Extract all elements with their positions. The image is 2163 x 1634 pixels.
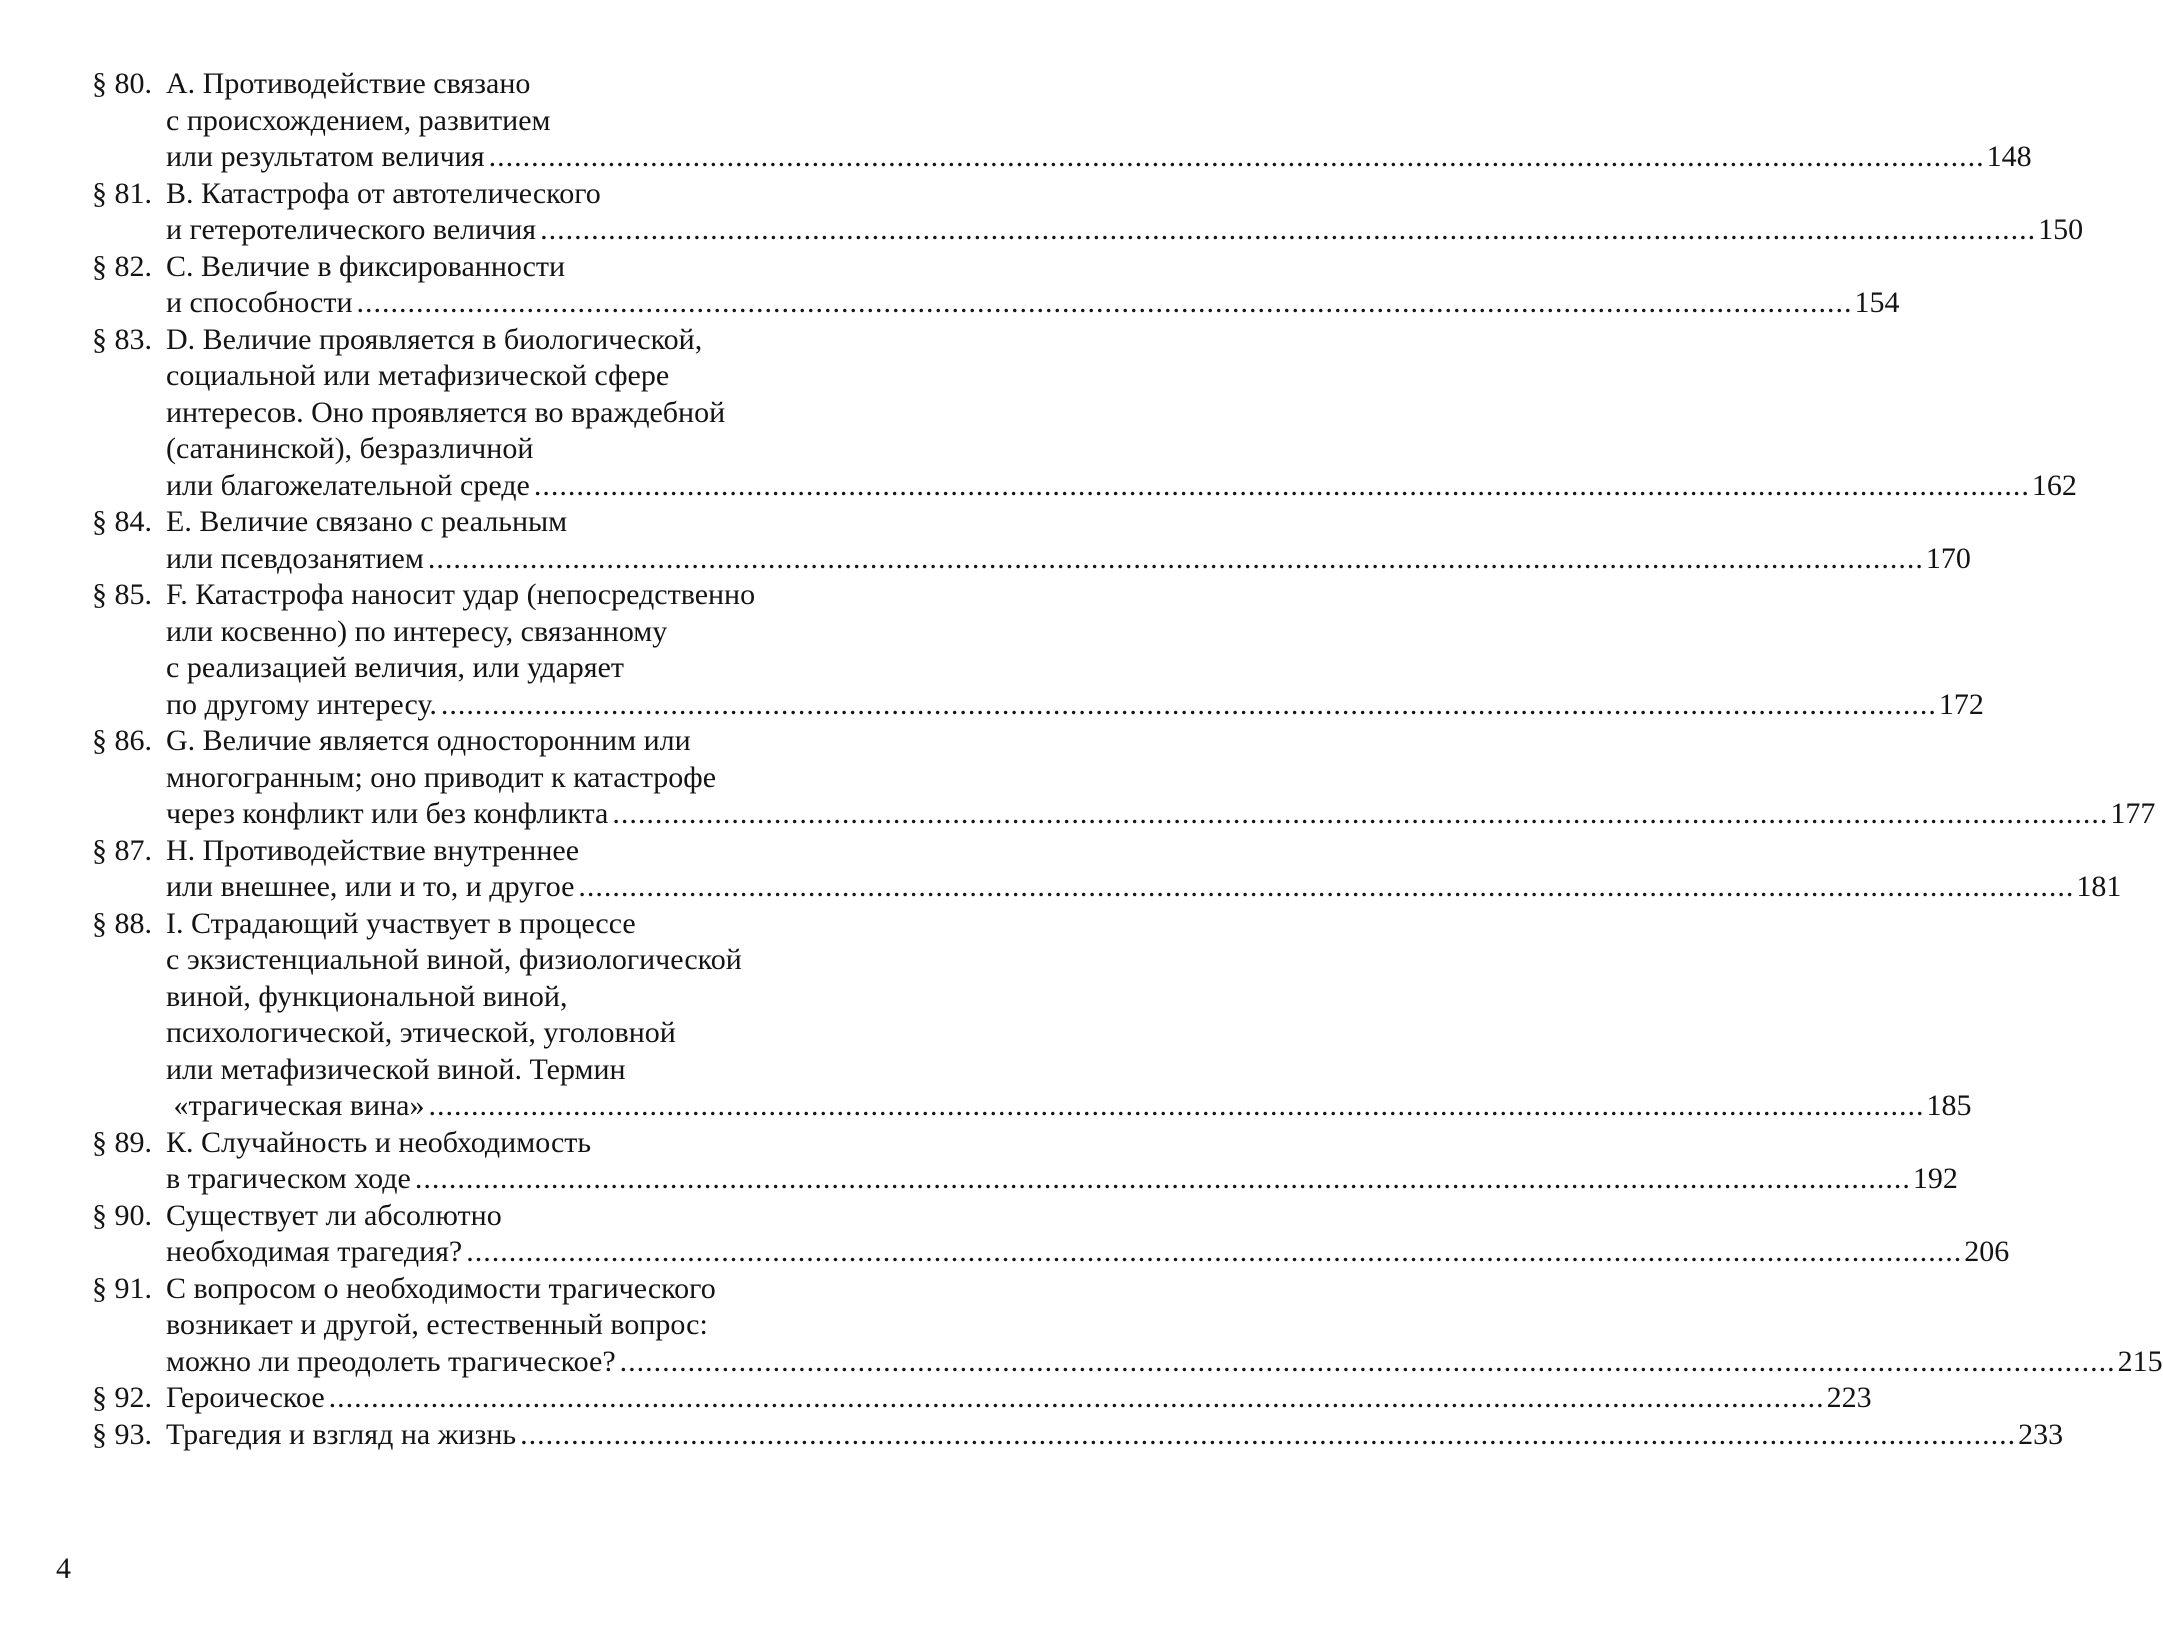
section-page-number: 154 xyxy=(1854,286,1900,319)
toc-entry xyxy=(92,906,1972,1125)
dot-leader xyxy=(620,1344,2116,1381)
section-title-line: интересов. Оно проявляется во враждебной xyxy=(166,395,726,429)
section-title-line: В. Катастрофа от автотелического xyxy=(166,176,601,210)
section-title-line: психологической, этической, уголовной xyxy=(166,1016,676,1049)
section-number: § 88. xyxy=(92,906,152,940)
section-number: § 86. xyxy=(92,724,152,757)
toc-entry xyxy=(92,504,1971,577)
table-of-contents xyxy=(92,66,2163,1453)
dot-leader xyxy=(441,687,1937,724)
section-title-line: многогранным; оно приводит к катастрофе xyxy=(166,760,717,794)
section-title-line: или благожелательной среде xyxy=(166,468,530,502)
section-number: § 92. xyxy=(92,1381,152,1414)
section-title-line: или метафизической виной. Термин xyxy=(166,1052,626,1086)
section-title-line: или псевдозанятием xyxy=(166,541,424,575)
section-page-number: 233 xyxy=(2018,1417,2064,1451)
section-title-line: G. Величие является односторонним или xyxy=(166,724,691,757)
section-page-number: 162 xyxy=(2031,468,2077,502)
section-number: § 81. xyxy=(92,176,152,210)
section-title-line: I. Страдающий участвует в процессе xyxy=(166,906,636,940)
section-page-number: 215 xyxy=(2117,1344,2163,1378)
page-number: 4 xyxy=(56,1552,71,1585)
section-page-number: 177 xyxy=(2110,797,2156,830)
toc-entry xyxy=(92,322,2077,505)
section-number: § 82. xyxy=(92,249,152,283)
section-title-line: Е. Величие связано с реальным xyxy=(166,505,568,538)
section-title-line: с экзистенциальной виной, физиологической xyxy=(166,943,742,976)
section-title-line: по другому интересу. xyxy=(166,687,437,721)
dot-leader xyxy=(540,212,2036,249)
dot-leader xyxy=(489,139,1985,176)
dot-leader xyxy=(428,1088,1924,1125)
section-title-line: Существует ли абсолютно xyxy=(166,1198,502,1232)
dot-leader xyxy=(415,1161,1911,1198)
section-title-line: Трагедия и взгляд на жизнь xyxy=(166,1417,517,1451)
section-title-line: в трагическом ходе xyxy=(166,1162,411,1195)
section-title-line: и способности xyxy=(166,286,353,319)
dot-leader xyxy=(329,1380,1825,1417)
section-title-line: А. Противодействие связано xyxy=(166,67,531,100)
section-title-line: К. Случайность и необходимость xyxy=(166,1125,592,1159)
section-title-line: или результатом величия xyxy=(166,140,485,173)
toc-entry xyxy=(92,1417,2064,1454)
dot-leader xyxy=(428,541,1924,578)
section-title-line: С вопросом о необходимости трагического xyxy=(166,1271,716,1305)
section-title-line: или внешнее, или и то, и другое xyxy=(166,870,575,903)
toc-entry xyxy=(92,1380,1872,1417)
toc-entry xyxy=(92,577,1984,723)
section-title-line: F. Катастрофа наносит удар (непосредственно xyxy=(166,578,756,611)
section-title-line: социальной или метафизической сфере xyxy=(166,359,670,392)
dot-leader xyxy=(612,796,2108,833)
section-title-line: (сатанинской), безразличной xyxy=(166,432,534,465)
toc-entry xyxy=(92,833,2122,906)
section-title-line: или косвенно) по интересу, связанному xyxy=(166,614,668,648)
section-number: § 85. xyxy=(92,578,152,611)
toc-entry xyxy=(92,1271,2163,1381)
toc-entry xyxy=(92,723,2156,833)
toc-entry xyxy=(92,1198,2010,1271)
section-title-line: С. Величие в фиксированности xyxy=(166,249,566,283)
section-page-number: 223 xyxy=(1826,1381,1872,1414)
section-number: § 91. xyxy=(92,1271,152,1305)
section-number: § 87. xyxy=(92,833,152,867)
section-title-line: Героическое xyxy=(166,1381,325,1414)
section-page-number: 150 xyxy=(2038,213,2084,246)
section-page-number: 170 xyxy=(1925,541,1971,575)
section-title-line: Н. Противодействие внутреннее xyxy=(166,833,580,867)
toc-entry xyxy=(92,1125,1958,1198)
toc-entry xyxy=(92,176,2084,249)
section-title-line: виной, функциональной виной, xyxy=(166,979,568,1013)
section-title-line: с происхождением, развитием xyxy=(166,103,551,137)
section-title-line: через конфликт или без конфликта xyxy=(166,797,609,830)
section-number: § 90. xyxy=(92,1198,152,1232)
section-page-number: 185 xyxy=(1926,1089,1972,1122)
section-page-number: 148 xyxy=(1986,140,2032,173)
section-title-line: и гетеротелического величия xyxy=(166,213,537,246)
section-page-number: 181 xyxy=(2076,870,2122,903)
section-number: § 80. xyxy=(92,67,152,100)
dot-leader xyxy=(534,468,2030,505)
section-title-line: «трагическая вина» xyxy=(166,1089,425,1122)
section-page-number: 172 xyxy=(1938,687,1984,721)
section-number: § 84. xyxy=(92,505,152,538)
section-title-line: D. Величие проявляется в биологической, xyxy=(166,322,703,356)
dot-leader xyxy=(357,285,1853,322)
toc-entry xyxy=(92,249,1900,322)
section-number: § 93. xyxy=(92,1417,152,1451)
section-number: § 89. xyxy=(92,1125,152,1159)
section-number: § 83. xyxy=(92,322,152,356)
section-title-line: возникает и другой, естественный вопрос: xyxy=(166,1308,708,1341)
section-title-line: можно ли преодолеть трагическое? xyxy=(166,1344,616,1378)
dot-leader xyxy=(466,1234,1962,1271)
section-title-line: необходимая трагедия? xyxy=(166,1235,463,1268)
section-page-number: 206 xyxy=(1964,1235,2010,1268)
section-title-line: с реализацией величия, или ударяет xyxy=(166,651,625,684)
section-page-number: 192 xyxy=(1912,1162,1958,1195)
toc-entry xyxy=(92,66,2032,176)
dot-leader xyxy=(578,869,2074,906)
dot-leader xyxy=(520,1417,2016,1454)
